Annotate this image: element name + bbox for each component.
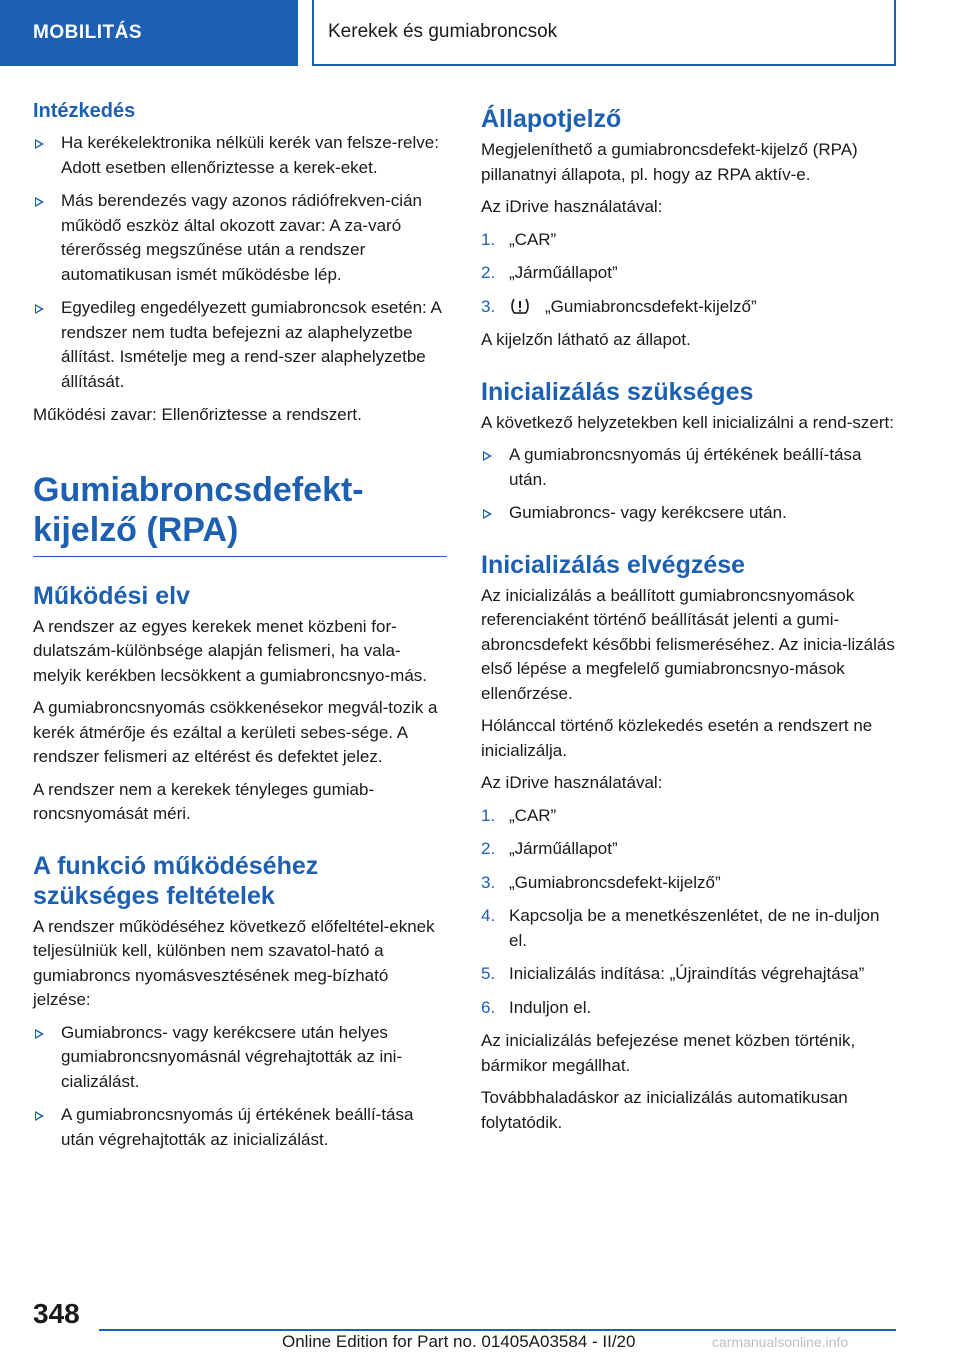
left-column	[33, 100, 447, 1161]
footer-divider	[99, 1329, 896, 1331]
init-perform-paragraph-2: Hólánccal történő közlekedés esetén a rendszert ne inicializálja.	[481, 716, 873, 760]
section-tab: MOBILITÁS	[0, 0, 298, 66]
list-item: 5. Inicializálás indítása: „Újraindítás végrehajtása”	[481, 964, 865, 983]
list-item: Egyedileg engedélyezett gumiabroncsok esetén: A rendszer nem tudta befejezni az alaphelyzetbe állítást. Ismételje meg a rend-szer alaphelyzetbe állítását.	[33, 296, 447, 394]
intezkedes-heading: Intézkedés	[33, 100, 136, 122]
principle-paragraph-2: A gumiabroncsnyomás csökkenésekor megvál-tozik a kerék átmérője és ezáltal a kerületi sebes-sége. A rendszer felismeri az eltérést és defektet jelez.	[33, 698, 438, 766]
watermark: carmanualsonline.info	[712, 1334, 849, 1350]
init-required-heading: Inicializálás szükséges	[481, 377, 754, 406]
init-steps	[481, 804, 901, 1021]
list-item: A gumiabroncsnyomás új értékének beállí-tása után végrehajtották az inicializálást.	[33, 1103, 447, 1152]
right-column	[481, 100, 901, 1143]
principle-heading: Működési elv	[33, 581, 190, 610]
list-item: 2. „Járműállapot”	[481, 839, 618, 858]
triangle-bullet-icon	[35, 304, 44, 314]
init-required-list	[481, 443, 901, 526]
display-paragraph: A kijelzőn látható az állapot.	[481, 330, 691, 349]
conditions-list	[33, 1021, 447, 1153]
idrive-paragraph-2: Az iDrive használatával:	[481, 773, 663, 792]
page-header	[0, 0, 960, 66]
list-item: 3. „Gumiabroncsdefekt-kijelző”	[481, 872, 721, 892]
page-number: 348	[33, 1298, 80, 1329]
rpa-heading: Gumiabroncsdefekt-kijelző (RPA)	[33, 470, 447, 557]
triangle-bullet-icon	[35, 1029, 44, 1039]
conditions-heading: A funkció működéséhez szükséges feltételek	[33, 851, 319, 910]
chapter-tab: Kerekek és gumiabroncsok	[312, 0, 896, 66]
list-item: 2. „Járműállapot”	[481, 263, 618, 282]
edition-text: Online Edition for Part no. 01405A03584 - II/20	[282, 1332, 636, 1351]
list-item: 6. Induljon el.	[481, 997, 592, 1017]
status-steps	[481, 228, 901, 320]
triangle-bullet-icon	[35, 139, 44, 149]
intezkedes-list	[33, 131, 447, 394]
list-item: Gumiabroncs- vagy kerékcsere után helyes gumiabroncsnyomásnál végrehajtották az ini-cializálást.	[33, 1021, 447, 1095]
init-perform-heading: Inicializálás elvégzése	[481, 550, 746, 579]
status-heading: Állapotjelző	[481, 105, 622, 133]
principle-paragraph-1: A rendszer az egyes kerekek menet közbeni for-dulatszám-különbsége alapján felismeri, ha vala-melyik kerékben lecsökkent a gumiabroncsnyo-más.	[33, 616, 428, 685]
triangle-bullet-icon	[35, 1111, 44, 1121]
list-item: A gumiabroncsnyomás új értékének beállí-tása után.	[481, 443, 901, 492]
conditions-paragraph: A rendszer működéséhez következő előfeltétel-eknek teljesülniük kell, különben nem szavatol-ható a gumiabroncs nyomásvesztésének meg-bízható jelzése:	[33, 916, 435, 1009]
triangle-bullet-icon	[35, 197, 44, 207]
triangle-bullet-icon	[483, 451, 492, 461]
list-item: Gumiabroncs- vagy kerékcsere után.	[481, 501, 901, 526]
malfunction-paragraph: Működési zavar: Ellenőriztesse a rendszert.	[33, 405, 362, 424]
list-item: 1. „CAR”	[481, 229, 557, 249]
status-paragraph: Megjeleníthető a gumiabroncsdefekt-kijelző (RPA) pillanatnyi állapota, pl. hogy az RPA aktív-e.	[481, 140, 858, 184]
list-item: Más berendezés vagy azonos rádiófrekven-cián működő eszköz által okozott zavar: A za-varó térerősség megszűnése után a rendszer automatikusan ismét működésbe lép.	[33, 189, 447, 287]
list-item: 4. Kapcsolja be a menetkészenlétet, de ne in-duljon el.	[481, 906, 880, 950]
init-required-paragraph: A következő helyzetekben kell inicializálni a rend-szert:	[481, 412, 894, 432]
list-item: 3. „Gumiabroncsdefekt-kijelző”	[481, 296, 757, 316]
principle-paragraph-3: A rendszer nem a kerekek tényleges gumiab-roncsnyomását méri.	[33, 779, 375, 823]
list-item: 1. „CAR”	[481, 805, 557, 825]
init-perform-paragraph-1: Az inicializálás a beállított gumiabroncsnyomások referenciaként történő beállítását jelenti a gumi-abroncsdefekt későbbi felismeréséhez. Az inicia-lizálás első lépése a megfelelő gumiabroncsnyo-mások ellenőrzése.	[481, 585, 895, 703]
completion-paragraph: Az inicializálás befejezése menet közben történik, bármikor megállhat.	[481, 1031, 856, 1075]
idrive-paragraph-1: Az iDrive használatával:	[481, 197, 663, 216]
list-item: Ha kerékelektronika nélküli kerék van felsze-relve: Adott esetben ellenőriztesse a kerek-eket.	[33, 131, 447, 180]
tire-pressure-warning-icon	[509, 297, 531, 315]
triangle-bullet-icon	[483, 509, 492, 519]
continuation-paragraph: Továbbhaladáskor az inicializálás automatikusan folytatódik.	[481, 1088, 848, 1132]
